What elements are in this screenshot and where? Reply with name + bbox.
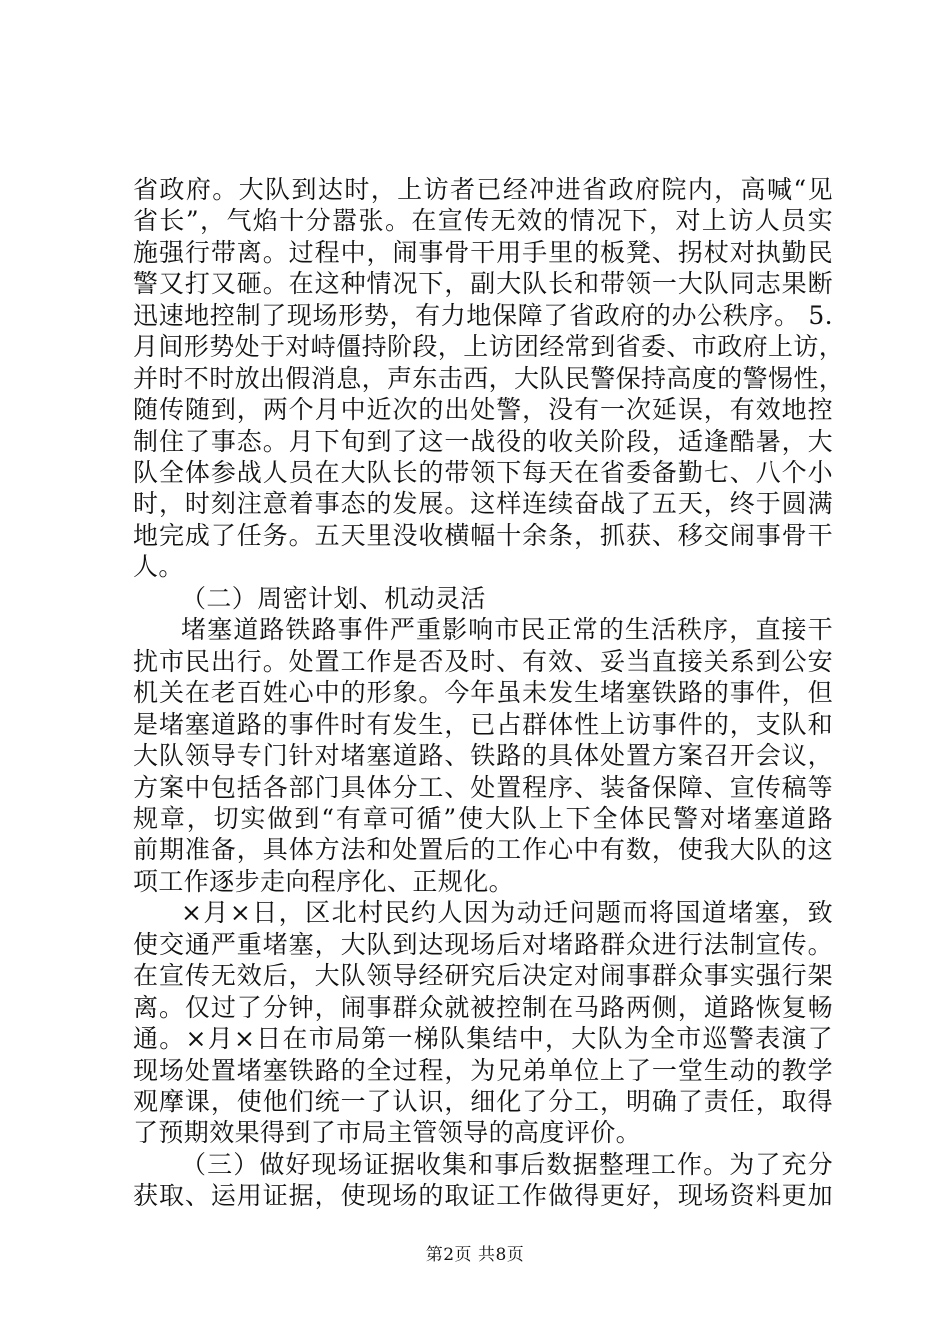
section-heading: （二）周密计划、机动灵活 (181, 583, 486, 613)
body-text-line: 规章，切实做到“有章可循”使大队上下全体民警对堵塞道路 (133, 803, 833, 833)
body-text-line: 机关在老百姓心中的形象。今年虽未发生堵塞铁路的事件，但 (133, 678, 833, 708)
body-text-line: 获取、运用证据，使现场的取证工作做得更好，现场资料更加 (133, 1181, 833, 1211)
body-text-line: 警又打又砸。在这种情况下，副大队长和带领一大队同志果断 (133, 269, 833, 299)
body-text-line: 观摩课，使他们统一了认识，细化了分工，明确了责任，取得 (133, 1087, 833, 1117)
body-text-line: 方案中包括各部门具体分工、处置程序、装备保障、宣传稿等 (133, 772, 833, 802)
body-text-line: 省政府。大队到达时，上访者已经冲进省政府院内，高喊“见 (133, 175, 833, 204)
body-text-line: 项工作逐步走向程序化、正规化。 (133, 866, 515, 896)
body-text-line: 了预期效果得到了市局主管领导的高度评价。 (133, 1118, 642, 1148)
body-text-line: 使交通严重堵塞，大队到达现场后对堵路群众进行法制宣传。 (133, 929, 833, 959)
body-text-line: 人。 (133, 552, 184, 582)
body-text-line: 大队领导专门针对堵塞道路、铁路的具体处置方案召开会议， (133, 741, 833, 771)
body-text-line: 施强行带离。过程中，闹事骨干用手里的板凳、拐杖对执勤民 (133, 237, 833, 267)
body-text-line: 时，时刻注意着事态的发展。这样连续奋战了五天，终于圆满 (133, 489, 833, 519)
body-text-line: 队全体参战人员在大队长的带领下每天在省委备勤七、八个小 (133, 458, 833, 488)
body-text-line: 并时不时放出假消息，声东击西，大队民警保持高度的警惕性， (133, 363, 845, 393)
body-text-line: 扰市民出行。处置工作是否及时、有效、妥当直接关系到公安 (133, 646, 833, 676)
body-text-line: 通。×月×日在市局第一梯队集结中，大队为全市巡警表演了 (133, 1024, 833, 1054)
body-text-line: 前期准备，具体方法和处置后的工作心中有数，使我大队的这 (133, 835, 833, 865)
body-text-line: 地完成了任务。五天里没收横幅十余条，抓获、移交闹事骨干 (133, 520, 833, 550)
body-text-line: 是堵塞道路的事件时有发生，已占群体性上访事件的，支队和 (133, 709, 833, 739)
body-text-line: 在宣传无效后，大队领导经研究后决定对闹事群众事实强行架 (133, 961, 833, 991)
paragraph-first-line: ×月×日，区北村民约人因为动迁问题而将国道堵塞，致 (181, 898, 833, 928)
paragraph-first-line: （三）做好现场证据收集和事后数据整理工作。为了充分 (181, 1149, 833, 1179)
body-text-line: 制住了事态。月下旬到了这一战役的收关阶段，适逢酷暑，大 (133, 426, 833, 456)
body-text-line: 离。仅过了分钟，闹事群众就被控制在马路两侧，道路恢复畅 (133, 992, 833, 1022)
body-text-line: 随传随到，两个月中近次的出处警，没有一次延误，有效地控 (133, 395, 833, 425)
paragraph-first-line: 堵塞道路铁路事件严重影响市民正常的生活秩序，直接干 (181, 615, 833, 645)
body-text-line: 省长”，气焰十分嚣张。在宣传无效的情况下，对上访人员实 (133, 206, 833, 236)
page-number-footer: 第2页 共8页 (425, 1245, 525, 1265)
body-text-line: 迅速地控制了现场形势，有力地保障了省政府的办公秩序。 5. (133, 300, 833, 330)
body-text-line: 月间形势处于对峙僵持阶段，上访团经常到省委、市政府上访， (133, 332, 845, 362)
body-text-line: 现场处置堵塞铁路的全过程，为兄弟单位上了一堂生动的教学 (133, 1055, 833, 1085)
